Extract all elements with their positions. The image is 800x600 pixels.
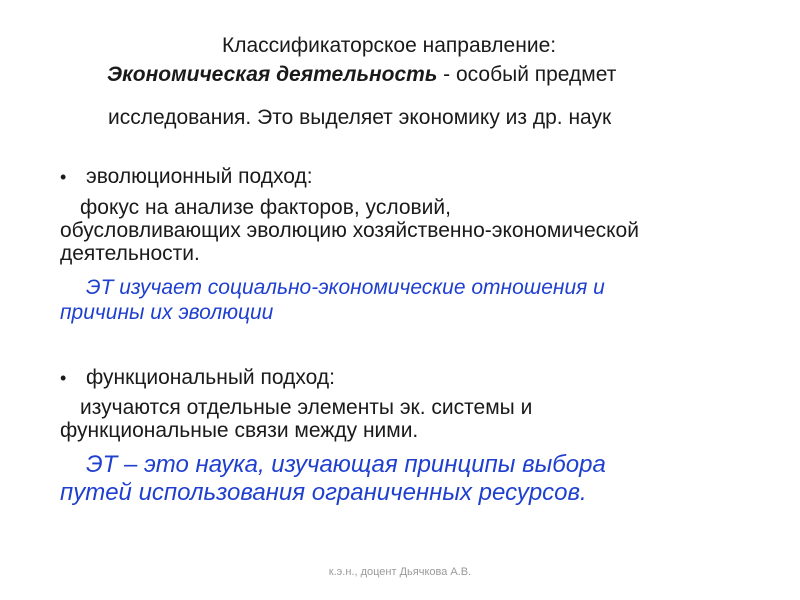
bullet-heading: функциональный подход: — [86, 366, 335, 389]
bullet-functional-approach — [60, 366, 335, 390]
bullet-dot-icon: • — [60, 368, 67, 388]
highlight-line-rest: причины их эволюции — [60, 301, 274, 324]
body-line-rest: функциональные связи между ними. — [60, 419, 419, 442]
title-line-3: исследования. Это выделяет экономику из др. наук — [108, 106, 612, 129]
highlight-line-first: ЭТ – это наука, изучающая принципы выбора — [86, 451, 606, 478]
bullet-dot-icon: • — [60, 167, 67, 187]
title-line-2 — [107, 63, 616, 87]
bullet-heading: эволюционный подход: — [86, 165, 313, 188]
highlight-line-first: ЭТ изучает социально-экономические отношения и — [86, 276, 605, 299]
bullet-body — [60, 196, 760, 265]
body-line-first: изучаются отдельные элементы эк. системы и — [80, 396, 533, 419]
title-line-2-rest: - особый предмет — [437, 63, 617, 86]
bullet-evolutionary-approach — [60, 165, 313, 189]
title-emphasis: Экономическая деятельность — [107, 63, 438, 86]
footer-author: к.э.н., доцент Дьячкова А.В. — [328, 566, 472, 578]
body-line-rest: обусловливающих эволюцию хозяйственно-экономической деятельности. — [60, 219, 639, 265]
highlight-line-rest: путей использования ограниченных ресурсов. — [60, 479, 587, 506]
highlight-statement — [60, 275, 760, 325]
highlight-statement — [60, 451, 760, 507]
title-line-1: Классификаторское направление: — [222, 34, 557, 57]
body-line-first: фокус на анализе факторов, условий, — [80, 196, 451, 219]
bullet-body — [60, 396, 760, 442]
